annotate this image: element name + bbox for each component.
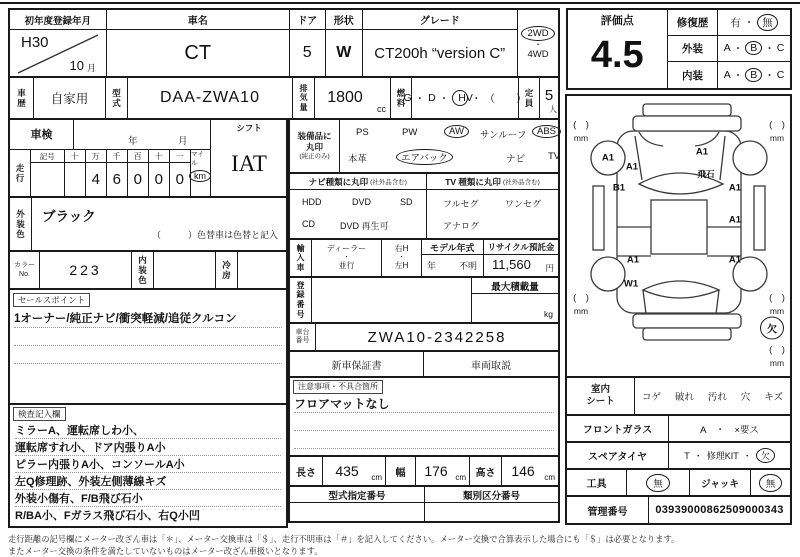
tread-unit-spare: mm (769, 357, 785, 368)
damage-mark-right-rear-quarter: A1 (728, 254, 742, 266)
height-cell (502, 457, 558, 485)
type-designation-label: 型式指定番号 (290, 487, 424, 503)
damage-mark-stone-chip: 飛石 (697, 169, 715, 179)
equip-tv: TV (548, 151, 561, 162)
digit-value: 6 (112, 171, 121, 188)
footer-note-line1: 走行距離の記号欄にメーター改ざん車は「＊」、メーター交換車は「＄」、走行不明車は「＃」を記入してください。メーター交換で合算表示した場合にも「＄」は必要となります。 (8, 534, 680, 544)
sales-point-blank-line (14, 346, 282, 364)
max-load-label: 最大積載量 (472, 278, 558, 294)
mileage-col-0 (65, 150, 86, 196)
digit-value (65, 163, 85, 196)
seat-label-1: 室内 (590, 384, 610, 396)
note-line: 外装小傷有、F/B飛び石小 (15, 490, 281, 507)
score-label: 評価点 (600, 15, 634, 27)
fuel-hv-circled: HV (452, 90, 468, 106)
tools-none-circled: 無 (646, 474, 670, 492)
sheet-top-rule (0, 2, 800, 4)
spare-tire-label: スペアタイヤ (567, 443, 669, 468)
mileage-block (8, 118, 288, 198)
navi-hdd: HDD (302, 197, 322, 207)
reg-date-month: 10 (69, 58, 84, 73)
inspector-notes-box (8, 403, 288, 528)
tread-bracket-rear-left: ( ) (573, 292, 589, 304)
width-label: 幅 (386, 457, 416, 485)
equipment-label-2: 丸印 (305, 141, 323, 152)
inspector-notes-tab: 検査記入欄 (13, 407, 66, 421)
damage-mark-left-fender: A1 (625, 161, 639, 173)
tools-jack-box (565, 468, 792, 497)
shift-cell (210, 120, 286, 196)
width-cell (416, 457, 470, 485)
tread-bracket-spare: ( ) (769, 344, 785, 356)
tread-bracket-front-left: ( ) (573, 119, 589, 131)
tv-analog: アナログ (443, 221, 480, 231)
tread-unit-front-left: mm (573, 132, 589, 143)
mileage-label: 走行 (10, 150, 31, 196)
length-value: 435 (335, 463, 359, 479)
mileage-sign-value (31, 163, 64, 196)
model-code-label: 型式 (106, 78, 128, 118)
seat-burn: コゲ (641, 392, 661, 403)
front-glass-value: A ・ ×要ス (700, 424, 759, 436)
handle-left: 左H (394, 260, 409, 270)
mileage-unit-mile: マイル (191, 151, 204, 167)
chassis-label (290, 324, 316, 350)
dimensions-box (288, 455, 560, 487)
interior-color-value (154, 252, 216, 288)
fuel-d: D (428, 92, 436, 104)
body-color-note: （ ）色替車は色替と記入 (151, 230, 278, 240)
ac-label: 冷房 (216, 252, 238, 288)
body-color-box (8, 196, 288, 252)
reg-date-label: 初年度登録年月 (10, 10, 106, 30)
shape-cell (326, 10, 363, 76)
digit-value: 4 (91, 171, 100, 188)
import-parallel: 並行 (338, 260, 355, 270)
damage-mark-spare-missing-circled: 欠 (760, 317, 784, 340)
shift-label: シフト (236, 123, 262, 133)
doors-label: ドア (290, 10, 325, 30)
car-name-cell (107, 10, 290, 76)
car-name-label: 車名 (107, 10, 289, 30)
jack-value-cell (751, 470, 790, 495)
seat-options (635, 378, 790, 414)
sales-point-blank-line (14, 328, 282, 346)
front-glass-box (565, 414, 792, 443)
tv-title: TV 種類に丸印 (445, 176, 501, 187)
interior-c: C (776, 69, 785, 81)
interior-a: A (723, 69, 731, 81)
mileage-col-2 (107, 150, 128, 196)
footer-note-line2: またメーター交換の条件を満たしていないものはメーター改ざん車扱いとなります。 (8, 546, 323, 556)
fuel-dot1: ・ (414, 92, 426, 105)
color-no-label-2: No. (19, 271, 30, 278)
header-table (8, 8, 560, 78)
tv-sub: (社外品含む) (502, 179, 540, 186)
model-code-value: DAA-ZWA10 (128, 78, 293, 118)
color-no-label (10, 252, 40, 288)
tread-bracket-rear-right: ( ) (769, 292, 785, 304)
tv-fullseg: フルセグ (443, 199, 479, 209)
navi-cd: CD (302, 219, 315, 229)
height-unit: cm (544, 473, 555, 482)
jack-none-circled: 無 (759, 474, 783, 492)
caution-blank-line (294, 431, 554, 449)
digit-value: 0 (175, 171, 184, 188)
import-dealer-dot: ・ (343, 254, 350, 262)
tread-bracket-front-right: ( ) (769, 119, 785, 131)
repair-options (718, 10, 790, 35)
spare-repair-kit: 修理KIT (706, 451, 739, 461)
spare-dot1: ・ (693, 451, 703, 461)
sales-point-box (8, 288, 288, 405)
spare-tire-box (565, 441, 792, 470)
interior-b-circled: B (745, 68, 762, 82)
exterior-a: A (723, 42, 731, 55)
mileage-col-5 (170, 150, 191, 196)
handle-dot: ・ (398, 254, 405, 262)
mileage-unit-col (191, 150, 210, 196)
mileage-col-1 (86, 150, 107, 196)
length-label: 長さ (290, 457, 323, 485)
seat-box (565, 376, 792, 416)
model-year-year: 年 (427, 261, 437, 271)
type-numbers-box (288, 485, 560, 523)
docs-box (288, 350, 560, 378)
repair-label: 修復歴 (668, 10, 718, 35)
color-row-box (8, 250, 288, 290)
seat-hole: 穴 (740, 392, 751, 403)
history-label: 車歴 (10, 78, 34, 118)
digit-header: 一 (170, 150, 190, 163)
digit-header: 万 (86, 150, 106, 163)
mileage-sign-col (31, 150, 65, 196)
damage-mark-right-rear-door: A1 (728, 214, 742, 226)
damage-mark-left-rear-quarter: A1 (626, 254, 640, 266)
grade-label: グレード (363, 10, 517, 30)
shape-value: W (336, 44, 352, 61)
caution-box (288, 376, 560, 457)
sales-point-tab: セールスポイント (13, 293, 90, 307)
recycle-value: 11,560 (492, 257, 531, 272)
navi-cell (290, 174, 427, 238)
body-color-value: ブラック (42, 209, 96, 224)
width-value: 176 (424, 463, 448, 479)
damage-mark-windshield: A1 (695, 146, 709, 158)
model-year-cell (422, 240, 484, 276)
color-no-value: 223 (40, 252, 132, 288)
spare-tire-options (669, 443, 790, 468)
note-line: 運転席すれ小、ドア内張りA小 (15, 439, 281, 456)
exterior-c: C (776, 42, 785, 55)
damage-mark-left-rear-panel: W1 (623, 278, 639, 290)
registration-box (288, 276, 560, 324)
mileage-row (10, 150, 210, 196)
spare-dot2: ・ (742, 451, 752, 461)
equip-airbag-circled: エアバック (396, 149, 453, 165)
navi-header (290, 174, 426, 190)
import-label: 輸入車 (290, 240, 312, 276)
note-line: ミラーA、運転席しわ小、 (15, 422, 281, 439)
grade-cell (363, 10, 518, 76)
shaken-month: 月 (178, 136, 188, 147)
fuel-g: G (403, 92, 412, 104)
interior-dot2: ・ (764, 69, 775, 82)
navi-dvd: DVD (352, 197, 372, 207)
color-no-label-1: カラー (14, 261, 35, 269)
chassis-value: ZWA10-2342258 (367, 328, 507, 346)
interior-label: 内装 (668, 62, 718, 88)
equipment-label (290, 120, 340, 172)
drive-2wd-circled: 2WD (521, 26, 554, 41)
damage-mark-left-front-door: B1 (612, 182, 626, 194)
class-division-label: 類別区分番号 (425, 487, 558, 503)
height-label: 高さ (470, 457, 502, 485)
capacity-label: 定員 (519, 78, 540, 118)
evaluation-box (566, 8, 792, 90)
navi-tv-box (288, 172, 560, 240)
caution-text: フロアマットなし (294, 395, 554, 413)
reg-date-cell (10, 10, 107, 76)
fuel-extra: （ ） (484, 92, 527, 105)
digit-value: 0 (154, 171, 163, 188)
exterior-dot2: ・ (764, 42, 775, 55)
interior-dot1: ・ (732, 69, 744, 82)
capacity-unit: 人 (549, 105, 557, 114)
equipment-label-1: 装備品に (297, 131, 332, 142)
mileage-sign-label: 記号 (31, 150, 64, 163)
control-number-label: 管理番号 (567, 497, 649, 523)
car-outline-drawing (567, 96, 790, 376)
exterior-dot1: ・ (732, 42, 744, 55)
exterior-row (668, 36, 790, 62)
tv-header (427, 174, 558, 190)
displacement-label: 排気量 (293, 78, 315, 118)
score-value: 4.5 (590, 33, 644, 76)
tools-value-cell (627, 470, 690, 495)
equip-ps: PS (356, 127, 369, 138)
tread-unit-rear-right: mm (769, 305, 785, 316)
tv-cell (427, 174, 558, 238)
spare-t: T (684, 450, 690, 461)
repair-dot: ・ (743, 16, 755, 29)
seat-tear: 破れ (674, 392, 694, 403)
equip-abs-circled: ABS (532, 125, 561, 138)
interior-color-label: 内装色 (132, 252, 154, 288)
spec-row (8, 76, 560, 120)
mileage-col-3 (128, 150, 149, 196)
score-cell (568, 10, 668, 88)
tread-unit-rear-left: mm (573, 305, 589, 316)
damage-diagram-box (565, 94, 792, 378)
seat-label (567, 378, 635, 414)
tools-label: 工具 (567, 470, 627, 495)
recycle-label: リサイクル預託金 (484, 240, 558, 255)
equipment-sub: (純正のみ) (299, 152, 330, 160)
control-number-value: 03939000862509000343 (655, 504, 784, 516)
height-value: 146 (511, 463, 535, 479)
handle-right: 右H (394, 244, 409, 254)
fuel-options (403, 78, 527, 118)
shaken-label: 車検 (10, 120, 74, 149)
import-dealer-cell (312, 240, 382, 276)
jack-label: ジャッキ (690, 470, 751, 495)
chassis-box (288, 322, 560, 352)
exterior-options (718, 36, 790, 61)
reg-date-year: H30 (21, 34, 49, 51)
tread-unit-front-right: mm (769, 132, 785, 143)
ac-value (238, 252, 286, 288)
shaken-row (10, 120, 210, 150)
displacement-value: 1800 (327, 89, 363, 106)
seat-stain: 汚れ (707, 392, 727, 403)
capacity-value: 5 (544, 86, 554, 104)
max-load-unit: kg (544, 309, 553, 319)
fuel-label: 燃料 (391, 78, 412, 118)
car-name-value: CT (184, 41, 212, 64)
shift-value: IAT (231, 151, 267, 176)
caution-tab: 注意事項・不具合箇所 (293, 380, 383, 394)
registration-label: 登録番号 (290, 278, 312, 322)
displacement-cell (315, 78, 391, 118)
digit-header: 千 (107, 150, 127, 163)
warranty-cell: 新車保証書 (290, 352, 424, 376)
drive-cell (518, 10, 558, 76)
fuel-dot2: ・ (438, 92, 450, 105)
fuel-dot3: ・ (471, 92, 482, 105)
equip-aw-circled: AW (444, 125, 469, 138)
sales-point-text: 1オーナー/純正ナビ/衝突軽減/追従クルコン (14, 310, 282, 328)
shape-label: 形状 (326, 10, 362, 30)
caution-blank-line (294, 413, 554, 431)
body-color-label: 外装色 (10, 198, 32, 250)
seat-label-2: シート (586, 396, 615, 407)
registration-value (312, 278, 472, 322)
digit-header: 十 (149, 150, 169, 163)
mileage-col-4 (149, 150, 170, 196)
note-line: 左Q修理跡、外装左側薄線キズ (15, 473, 281, 490)
damage-mark-right-front-door: A1 (728, 182, 742, 194)
navi-title: ナビ種類に丸印 (308, 176, 369, 187)
manual-cell: 車両取説 (471, 360, 511, 372)
interior-row (668, 62, 790, 88)
equip-leather: 本革 (348, 154, 368, 165)
import-handle-cell (382, 240, 422, 276)
recycle-unit: 円 (545, 263, 554, 273)
repair-opt-nashi-circled: 無 (757, 14, 778, 31)
length-unit: cm (371, 473, 382, 482)
repair-row (668, 10, 790, 36)
doors-cell (290, 10, 326, 76)
navi-sd: SD (400, 197, 413, 207)
capacity-cell (540, 78, 558, 118)
drive-dot: ・ (534, 39, 542, 49)
tv-oneseg: ワンセグ (505, 199, 542, 209)
equip-navi: ナビ (506, 154, 526, 165)
seat-scratch: キズ (764, 392, 784, 403)
shaken-year: 年 (128, 136, 138, 147)
chassis-label-1: 車台 (295, 328, 310, 336)
max-load-cell (472, 278, 558, 322)
mileage-unit-km-circled: km (189, 170, 211, 182)
equipment-box (288, 118, 560, 174)
exterior-b-circled: B (745, 41, 762, 55)
recycle-cell (484, 240, 558, 276)
doors-value: 5 (302, 44, 312, 61)
navi-sub: (社外品含む) (370, 179, 407, 186)
reg-date-month-suffix: 月 (86, 63, 96, 73)
damage-mark-front-left-wheel: A1 (601, 152, 615, 164)
front-glass-label: フロントガラス (567, 416, 669, 441)
repair-opt-ari: 有 (730, 16, 741, 29)
history-value: 自家用 (34, 78, 106, 118)
width-unit: cm (455, 473, 466, 482)
spare-missing-circled: 欠 (756, 448, 775, 463)
equip-sunroof: サンルーフ (480, 130, 527, 141)
digit-value: 0 (133, 171, 142, 188)
length-cell (323, 457, 386, 485)
exterior-label: 外装 (668, 36, 718, 61)
control-number-box (565, 495, 792, 525)
import-box (288, 238, 560, 278)
navi-dvd-play: DVD 再生可 (340, 221, 389, 231)
interior-options (718, 62, 790, 88)
import-dealer: ディーラー (326, 244, 367, 254)
model-year-value: 不明 (458, 261, 477, 271)
equip-pw: PW (402, 127, 418, 138)
note-line: ピラー内張りA小、コンソールA小 (15, 456, 281, 473)
chassis-label-2: 番号 (295, 337, 310, 344)
drive-4wd: 4WD (527, 49, 549, 61)
displacement-unit: cc (377, 104, 386, 114)
digit-header: 百 (128, 150, 148, 163)
digit-header: 十 (65, 150, 85, 163)
model-year-label: モデル年式 (422, 240, 483, 255)
note-line: R/BA小、Fガラス飛び石小、右Q小凹 (15, 510, 200, 522)
equipment-options (340, 120, 562, 172)
grade-value: CT200h “version C” (374, 44, 506, 62)
